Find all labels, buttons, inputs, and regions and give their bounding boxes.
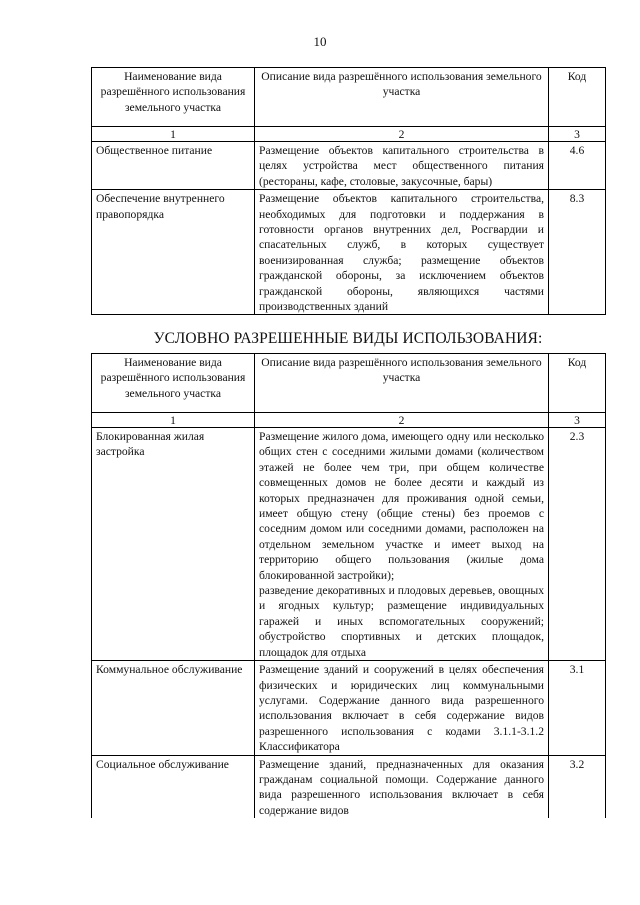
use-code: 3.1: [549, 661, 606, 755]
table-row: [92, 142, 606, 190]
header-description: Описание вида разрешённого использования земельного участка: [255, 68, 549, 127]
use-code: 8.3: [549, 190, 606, 315]
column-number-row: [92, 127, 606, 142]
description-paragraph: Размещение зданий, предназначенных для оказания гражданам социальной помощи. Содержание данного вида разрешенного использования включает в себя содержание видов: [259, 757, 544, 817]
header-description: Описание вида разрешённого использования земельного участка: [255, 354, 549, 413]
use-description: [255, 428, 549, 661]
use-description: [255, 142, 549, 190]
column-number: 3: [549, 413, 606, 428]
header-name: Наименование вида разрешённого использования земельного участка: [92, 354, 255, 413]
column-number: 2: [255, 127, 549, 142]
table-row: [92, 428, 606, 661]
column-number: 1: [92, 127, 255, 142]
header-name: Наименование вида разрешённого использования земельного участка: [92, 68, 255, 127]
use-description: [255, 661, 549, 755]
use-description: [255, 190, 549, 315]
use-name: Коммунальное обслуживание: [92, 661, 255, 755]
column-number: 2: [255, 413, 549, 428]
header-code: Код: [549, 68, 606, 127]
use-code: 2.3: [549, 428, 606, 661]
description-paragraph: Размещение зданий и сооружений в целях обеспечения физических и юридических лиц коммунальными услугами. Содержание данного вида разрешенного использования включает в себя содержание видов разрешенного использования с кодами 3.1.1-3.1.2 Классификатора: [259, 663, 544, 754]
column-number-row: [92, 413, 606, 428]
section-heading: УСЛОВНО РАЗРЕШЕННЫЕ ВИДЫ ИСПОЛЬЗОВАНИЯ:: [153, 330, 543, 347]
table-header-row: [92, 68, 606, 127]
page-number: 10: [313, 34, 327, 49]
table-header-row: [92, 354, 606, 413]
description-paragraph: разведение декоративных и плодовых деревьев, овощных и ягодных культур; размещение индивидуальных гаражей и иных вспомогательных сооружений; обустройство спортивных и детских площадок, площадок для отдыха: [259, 584, 544, 659]
column-number: 3: [549, 127, 606, 142]
use-name: Обеспечение внутреннего правопорядка: [92, 190, 255, 315]
table-row: [92, 190, 606, 315]
table-row: [92, 661, 606, 755]
description-paragraph: Размещение объектов капитального строительства, необходимых для подготовки и поддержания в готовности органов внутренних дел, Росгвардии и спасательных служб, в которых существует военизированная служба; размещение объектов гражданской обороны, за исключением объектов гражданской обороны, являющихся частями производственных зданий: [259, 192, 544, 314]
use-code: 4.6: [549, 142, 606, 190]
column-number: 1: [92, 413, 255, 428]
description-paragraph: Размещение объектов капитального строительства в целях устройства мест общественного питания (рестораны, кафе, столовые, закусочные, бары): [259, 144, 544, 188]
conditionally-permitted-uses-table: [91, 353, 606, 818]
permitted-uses-table: [91, 67, 606, 315]
use-description: [255, 755, 549, 818]
header-code: Код: [549, 354, 606, 413]
use-name: Общественное питание: [92, 142, 255, 190]
description-paragraph: Размещение жилого дома, имеющего одну или несколько общих стен с соседними жилыми домами (количеством этажей не более чем три, при общем количестве совмещенных домов не более десяти и каждый из которых предназначен для проживания одной семьи, имеет общую стену (общие стены) без проемов с соседним домом или соседними домами, расположен на отдельном земельном участке и имеет выход на территорию общего пользования (жилые дома блокированной застройки);: [259, 430, 544, 582]
use-name: Блокированная жилая застройка: [92, 428, 255, 661]
table-row: [92, 755, 606, 818]
use-name: Социальное обслуживание: [92, 755, 255, 818]
use-code: 3.2: [549, 755, 606, 818]
